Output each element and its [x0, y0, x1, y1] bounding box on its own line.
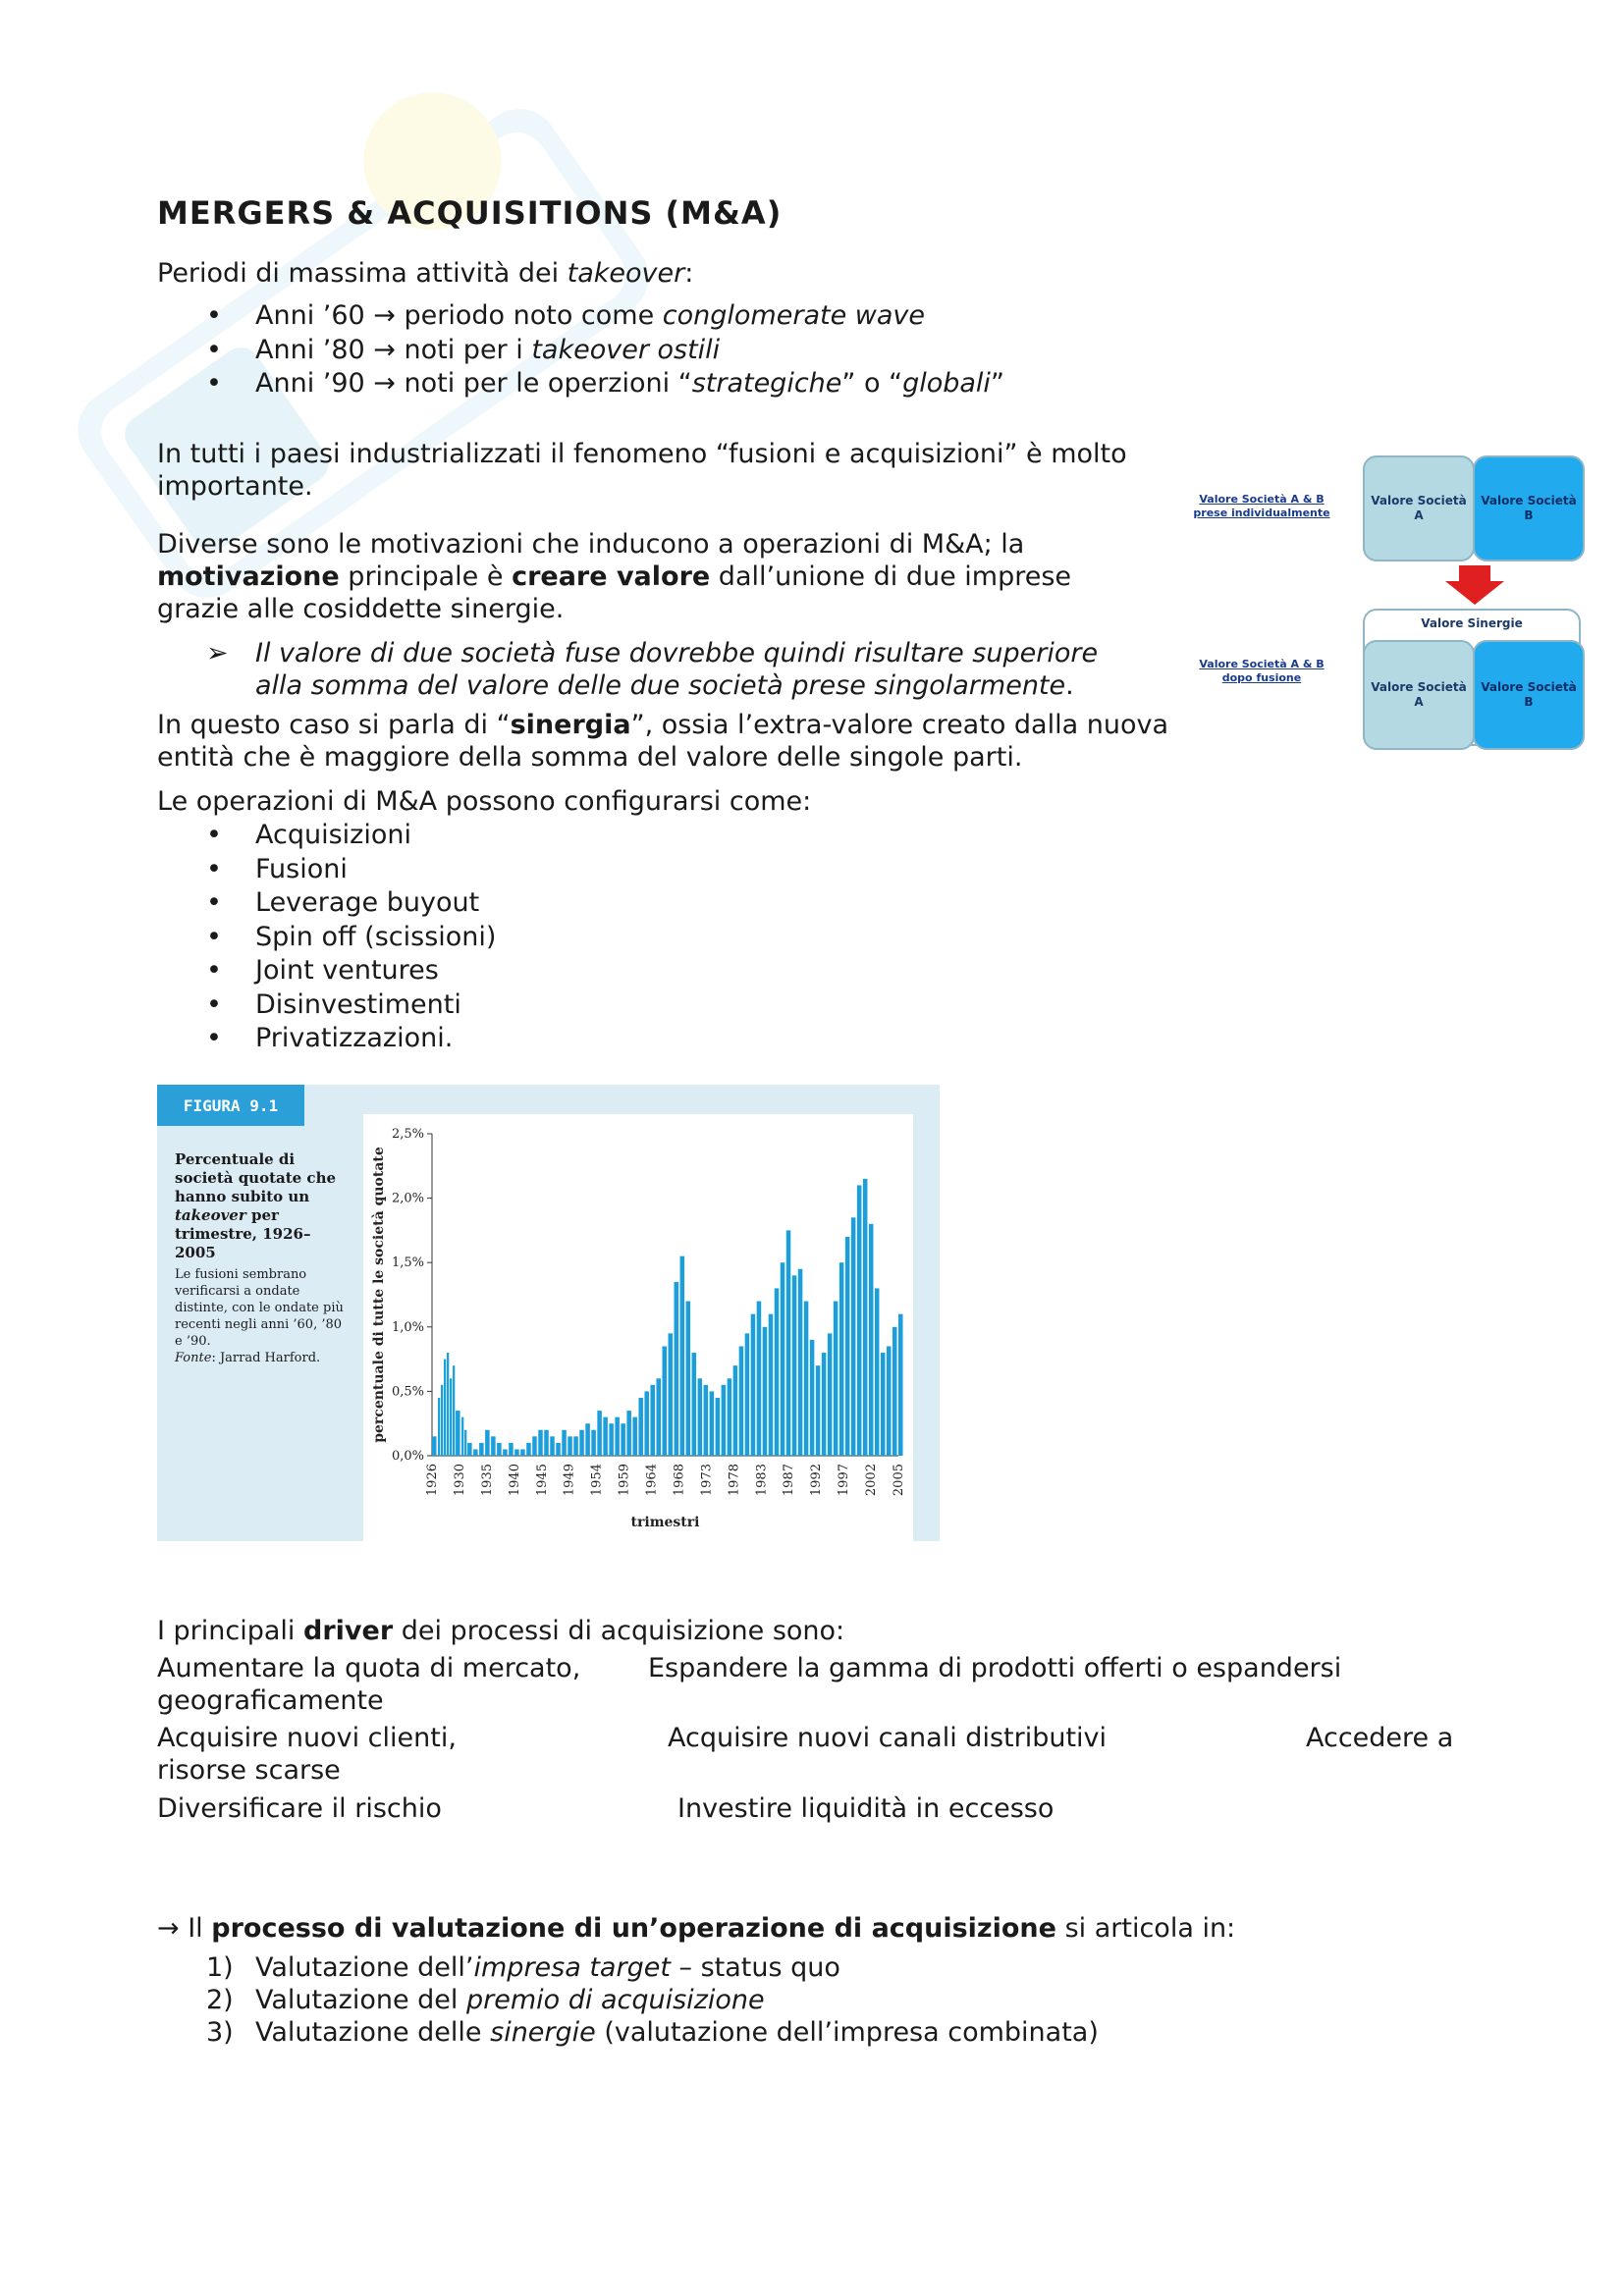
chart-bar	[538, 1430, 543, 1456]
driver-product-range: Espandere la gamma di prodotti offerti o espandersi	[648, 1653, 1342, 1683]
diagram-label-before: Valore Società A & B prese individualmente	[1193, 493, 1330, 519]
chart-bar	[485, 1430, 490, 1456]
driver-new-clients: Acquisire nuovi clienti,	[157, 1723, 457, 1753]
chart-bar	[804, 1302, 809, 1456]
takeover-chart	[363, 1114, 913, 1541]
chart-bar	[579, 1430, 584, 1456]
chart-bar	[626, 1411, 631, 1456]
chart-bar	[662, 1346, 667, 1456]
chart-bar	[704, 1385, 709, 1456]
drivers-intro: I principali driver dei processi di acquisizione sono:	[157, 1616, 845, 1646]
chart-bar	[698, 1378, 703, 1456]
chart-bar	[828, 1333, 833, 1456]
chart-bar	[621, 1423, 625, 1456]
chart-bar	[675, 1282, 679, 1456]
chart-bar	[680, 1256, 685, 1456]
chart-bar	[450, 1378, 452, 1456]
chart-bar	[763, 1327, 768, 1456]
y-axis-title: percentuale di tutte le società quotate	[371, 1147, 387, 1443]
page-title: MERGERS & ACQUISITIONS (M&A)	[157, 194, 783, 232]
chart-bar	[716, 1398, 721, 1456]
y-tick-label: 1,5%	[391, 1255, 424, 1271]
chart-bar	[875, 1288, 880, 1456]
x-tick-label: 1968	[672, 1464, 687, 1497]
chart-bar	[491, 1436, 496, 1456]
chart-bar	[514, 1449, 519, 1456]
x-axis-title: trimestri	[630, 1515, 700, 1530]
chart-bar	[851, 1217, 856, 1456]
list-item: • Anni ’60 → periodo noto come conglomerate wave	[157, 299, 1139, 334]
chart-bar	[473, 1449, 478, 1456]
figure-caption	[175, 1150, 352, 1366]
chart-bar	[898, 1314, 903, 1456]
y-tick-label: 0,5%	[391, 1384, 424, 1400]
chart-area	[363, 1114, 913, 1541]
chart-bar	[739, 1346, 744, 1456]
list-item: 3) Valutazione delle sinergie (valutazione dell’impresa combinata)	[206, 2017, 1099, 2048]
chart-bar	[441, 1385, 443, 1456]
x-tick-label: 1959	[617, 1464, 632, 1497]
para-synergy: In questo caso si parla di “sinergia”, ossia l’extra-valore creato dalla nuova entità che è maggiore della somma del valore delle singole parti.	[157, 710, 1169, 773]
chart-bar	[438, 1398, 440, 1456]
chart-bar	[644, 1391, 649, 1456]
chart-bar	[591, 1430, 596, 1456]
y-tick-label: 1,0%	[391, 1319, 424, 1335]
chart-bar	[733, 1365, 738, 1456]
chart-bar	[447, 1353, 449, 1456]
chart-bar	[816, 1365, 821, 1456]
figure-caption-body: Le fusioni sembrano verificarsi a ondate distinte, con le ondate più recenti negli anni ’60, ’80 e ’90. Fonte: Jarrad Harford.	[175, 1267, 344, 1365]
list-item: • Acquisizioni	[157, 819, 746, 853]
x-tick-label: 1978	[727, 1464, 742, 1497]
driver-product-range-cont: geograficamente	[157, 1685, 384, 1716]
chart-bar	[669, 1333, 674, 1456]
diagram-label-after: Valore Società A & B dopo fusione	[1199, 658, 1325, 684]
chart-bar	[745, 1333, 750, 1456]
periods-list	[157, 299, 1139, 401]
process-list	[157, 1951, 1335, 2049]
chart-bar	[686, 1302, 691, 1456]
chart-bar	[464, 1430, 466, 1456]
driver-scarce-resources-cont: risorse scarse	[157, 1755, 341, 1786]
chart-bar	[834, 1302, 839, 1456]
driver-new-channels: Acquisire nuovi canali distributivi	[668, 1723, 1108, 1753]
chart-bar	[798, 1269, 803, 1456]
chart-bar	[568, 1436, 572, 1456]
chart-bar	[497, 1443, 502, 1456]
x-tick-label: 1949	[562, 1464, 577, 1497]
chart-bar	[869, 1224, 874, 1456]
list-item: • Fusioni	[157, 853, 746, 887]
para-industrial: In tutti i paesi industrializzati il fenomeno “fusioni e acquisizioni” è molto importante.	[157, 439, 1127, 502]
x-tick-label: 2002	[864, 1464, 880, 1497]
chart-bar	[792, 1275, 797, 1456]
chart-bar	[550, 1436, 555, 1456]
chart-bar	[467, 1443, 472, 1456]
arrow-point: ➢ Il valore di due società fuse dovrebbe quindi risultare superiore alla somma del valore delle due società prese singolarmente.	[206, 638, 1099, 701]
chart-bar	[556, 1443, 561, 1456]
chart-bar	[609, 1423, 614, 1456]
y-tick-label: 2,5%	[391, 1127, 424, 1142]
chart-bar	[810, 1340, 815, 1456]
chart-bar	[479, 1443, 484, 1456]
chart-bar	[751, 1314, 756, 1456]
ops-intro: Le operazioni di M&A possono configurarsi come:	[157, 786, 812, 817]
x-tick-label: 1983	[754, 1464, 770, 1497]
arrowhead-icon: ➢	[206, 638, 229, 668]
chart-bar	[532, 1436, 537, 1456]
x-tick-label: 1935	[479, 1464, 495, 1497]
chart-bar	[520, 1449, 525, 1456]
list-item: • Anni ’80 → noti per i takeover ostili	[157, 334, 1139, 368]
chart-bar	[509, 1443, 514, 1456]
synergy-label: Valore Sinergie	[1421, 616, 1523, 630]
chart-bar	[881, 1353, 886, 1456]
y-tick-label: 0,0%	[391, 1449, 424, 1464]
x-tick-label: 1997	[837, 1464, 852, 1497]
process-intro: → Il processo di valutazione di un’operazione di acquisizione si articola in:	[157, 1913, 1236, 1944]
box-societa-b: Valore Società B	[1473, 455, 1585, 561]
x-tick-label: 1926	[425, 1464, 440, 1497]
chart-bar	[786, 1230, 791, 1456]
synergy-diagram	[1188, 452, 1600, 756]
chart-bar	[603, 1417, 608, 1456]
chart-bar	[444, 1360, 446, 1456]
chart-bar	[585, 1423, 590, 1456]
list-item: 2) Valutazione del premio di acquisizione	[206, 1985, 765, 2015]
chart-bar	[863, 1179, 868, 1456]
chart-bar	[597, 1411, 602, 1456]
box-societa-a-merged: Valore Società A	[1363, 640, 1475, 750]
list-item: 1) Valutazione dell’impresa target – status quo	[206, 1952, 840, 1983]
chart-bar	[887, 1346, 892, 1456]
ops-list	[157, 819, 746, 1056]
list-item: • Disinvestimenti	[157, 988, 746, 1023]
driver-diversify-risk: Diversificare il rischio	[157, 1793, 442, 1824]
driver-invest-liquidity: Investire liquidità in eccesso	[677, 1793, 1055, 1824]
figure-caption-title: Percentuale di società quotate che hanno subito un takeover per trimestre, 1926–2005	[175, 1150, 337, 1261]
chart-bar	[615, 1417, 620, 1456]
list-item: • Joint ventures	[157, 954, 746, 988]
x-tick-label: 1973	[699, 1464, 715, 1497]
x-tick-label: 2005	[892, 1464, 906, 1497]
list-item: • Spin off (scissioni)	[157, 921, 746, 955]
x-tick-label: 1992	[809, 1464, 825, 1497]
chart-bar	[822, 1353, 827, 1456]
chart-bar	[503, 1449, 508, 1456]
down-arrow-icon	[1445, 565, 1504, 605]
x-tick-label: 1964	[644, 1464, 660, 1497]
x-tick-label: 1954	[589, 1464, 605, 1497]
y-tick-label: 2,0%	[391, 1191, 424, 1206]
chart-bar	[781, 1262, 785, 1456]
chart-bar	[632, 1417, 637, 1456]
chart-bar	[638, 1398, 643, 1456]
chart-bar	[461, 1417, 463, 1456]
chart-bar	[453, 1365, 455, 1456]
chart-bar	[650, 1385, 655, 1456]
box-societa-a: Valore Società A	[1363, 455, 1475, 561]
driver-market-share: Aumentare la quota di mercato,	[157, 1653, 581, 1683]
chart-bar	[775, 1288, 780, 1456]
chart-bar	[893, 1327, 897, 1456]
chart-bar	[573, 1436, 578, 1456]
x-tick-label: 1940	[507, 1464, 522, 1497]
chart-bar	[692, 1353, 697, 1456]
chart-bar	[656, 1378, 661, 1456]
chart-bar	[544, 1430, 549, 1456]
box-societa-b-merged: Valore Società B	[1473, 640, 1585, 750]
chart-bar	[456, 1411, 460, 1456]
chart-bar	[432, 1436, 437, 1456]
chart-bar	[710, 1391, 715, 1456]
x-tick-label: 1930	[452, 1464, 467, 1497]
x-tick-label: 1945	[534, 1464, 550, 1497]
periods-intro: Periodi di massima attività dei takeover:	[157, 258, 694, 289]
chart-bar	[857, 1185, 862, 1456]
chart-bar	[526, 1443, 531, 1456]
chart-bar	[722, 1385, 727, 1456]
para-motivation: Diverse sono le motivazioni che inducono a operazioni di M&A; la motivazione principale è creare valore dall’unione di due imprese grazie alle cosiddette sinergie.	[157, 529, 1072, 624]
x-tick-label: 1987	[782, 1464, 797, 1497]
list-item: • Privatizzazioni.	[157, 1022, 746, 1056]
chart-bar	[845, 1237, 850, 1456]
chart-bar	[757, 1302, 762, 1456]
driver-scarce-resources: Accedere a	[1306, 1723, 1454, 1753]
chart-bar	[728, 1378, 732, 1456]
figure-heading: FIGURA 9.1	[157, 1085, 304, 1126]
chart-bar	[769, 1314, 774, 1456]
chart-bar	[562, 1430, 567, 1456]
list-item: • Anni ’90 → noti per le operzioni “strategiche” o “globali”	[157, 367, 1139, 401]
chart-bar	[839, 1262, 844, 1456]
list-item: • Leverage buyout	[157, 886, 746, 921]
